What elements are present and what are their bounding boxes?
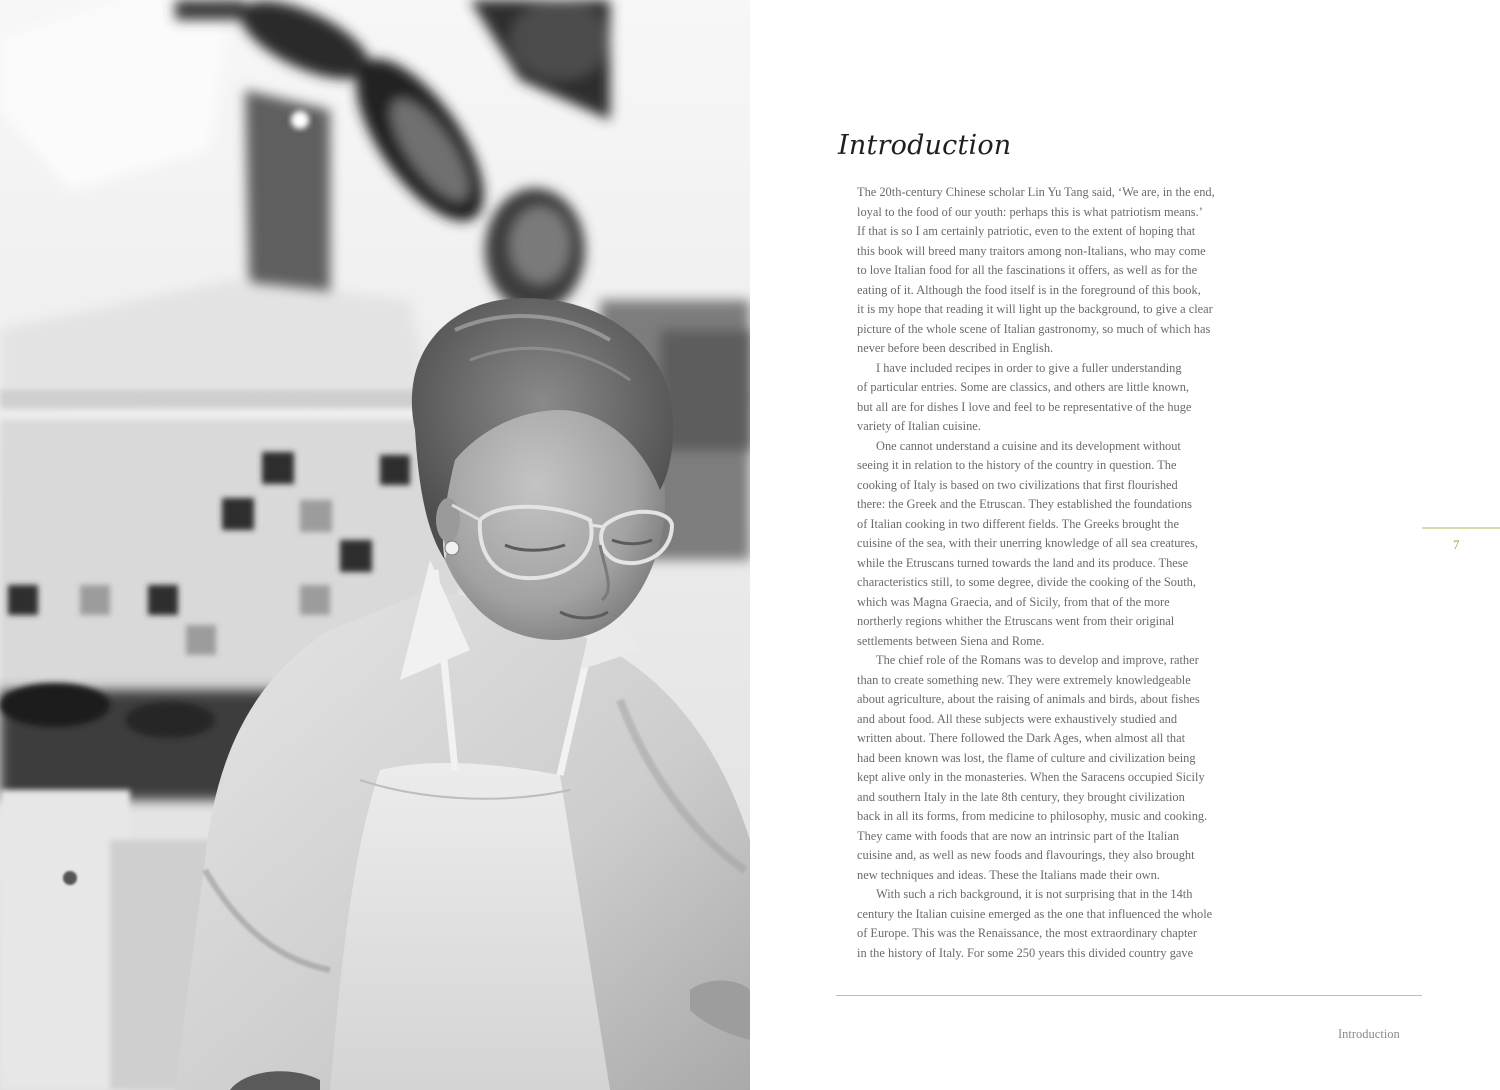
body-line: One cannot understand a cuisine and its development without <box>876 438 1181 453</box>
body-line: of Europe. This was the Renaissance, the most extraordinary chapter <box>857 926 1198 940</box>
body-line: The 20th-century Chinese scholar Lin Yu Tang said, ‘We are, in the end, <box>857 185 1215 199</box>
body-line: while the Etruscans turned towards the land and its produce. These <box>857 555 1189 570</box>
body-line: new techniques and ideas. These the Italians made their own. <box>857 867 1160 882</box>
body-line: northerly regions whither the Etruscans went from their original <box>857 614 1175 628</box>
body-line: settlements between Siena and Rome. <box>857 633 1045 648</box>
body-line: there: the Greek and the Etruscan. They established the foundations <box>857 497 1192 511</box>
body-line: written about. There followed the Dark Ages, when almost all that <box>857 731 1186 745</box>
body-line: about agriculture, about the raising of animals and birds, about fishes <box>857 692 1200 706</box>
body-line: They came with foods that are now an intrinsic part of the Italian <box>857 828 1180 843</box>
body-line: I have included recipes in order to give a fuller understanding <box>876 360 1182 375</box>
body-line: picture of the whole scene of Italian gastronomy, so much of which has <box>857 321 1211 336</box>
running-footer: Introduction <box>1338 1027 1400 1041</box>
body-line: cuisine and, as well as new foods and flavourings, they also brought <box>857 848 1195 862</box>
body-line: of particular entries. Some are classics, and others are little known, <box>857 380 1190 394</box>
body-line: which was Magna Graecia, and of Sicily, from that of the more <box>857 594 1170 609</box>
body-line: and about food. All these subjects were exhaustively studied and <box>857 711 1178 726</box>
body-line: cooking of Italy is based on two civilizations that first flourished <box>857 477 1178 492</box>
body-text <box>857 183 1229 963</box>
body-line: back in all its forms, from medicine to philosophy, music and cooking. <box>857 809 1208 823</box>
body-line: in the history of Italy. For some 250 years this divided country gave <box>857 945 1194 960</box>
text-page <box>750 0 1500 1090</box>
body-line: of Italian cooking in two different fields. The Greeks brought the <box>857 516 1179 531</box>
body-line: The chief role of the Romans was to develop and improve, rather <box>876 653 1199 667</box>
body-line: If that is so I am certainly patriotic, even to the extent of hoping that <box>857 224 1196 238</box>
body-line: kept alive only in the monasteries. When the Saracens occupied Sicily <box>857 770 1205 784</box>
chapter-tab-mark <box>1422 527 1500 529</box>
body-line: never before been described in English. <box>857 341 1054 355</box>
body-line: had been known was lost, the flame of culture and civilization being <box>857 750 1196 765</box>
page-number: 7 <box>1453 537 1460 552</box>
body-line: cuisine of the sea, with their unerring knowledge of all sea creatures, <box>857 536 1198 550</box>
body-line: characteristics still, to some degree, divide the cooking of the South, <box>857 575 1196 589</box>
body-line: and southern Italy in the late 8th century, they brought civilization <box>857 789 1185 804</box>
footer-rule <box>836 995 1422 996</box>
body-line: century the Italian cuisine emerged as the one that influenced the whole <box>857 906 1213 921</box>
body-line: seeing it in relation to the history of the country in question. The <box>857 458 1177 472</box>
body-line: With such a rich background, it is not surprising that in the 14th <box>876 887 1193 901</box>
body-line: variety of Italian cuisine. <box>857 419 981 433</box>
body-line: this book will breed many traitors among non-Italians, who may come <box>857 243 1206 258</box>
body-line: but all are for dishes I love and feel to be representative of the huge <box>857 399 1192 414</box>
body-line: than to create something new. They were extremely knowledgeable <box>857 672 1191 687</box>
page-title: Introduction <box>838 130 1012 161</box>
body-line: it is my hope that reading it will light up the background, to give a clear <box>857 302 1213 316</box>
body-line: eating of it. Although the food itself is in the foreground of this book, <box>857 282 1201 297</box>
body-line: loyal to the food of our youth: perhaps this is what patriotism means.’ <box>857 204 1203 219</box>
body-line: to love Italian food for all the fascinations it offers, as well as for the <box>857 263 1198 277</box>
